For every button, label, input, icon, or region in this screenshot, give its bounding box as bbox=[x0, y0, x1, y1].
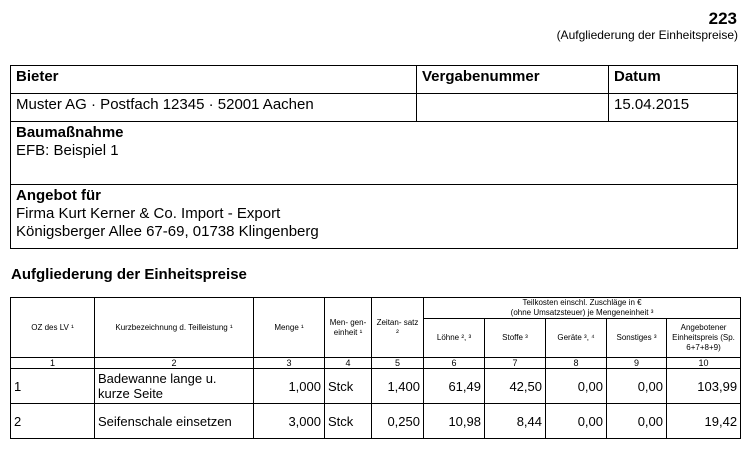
col-header-offered-price: Angebotener Einheitspreis (Sp. 6+7+8+9) bbox=[667, 319, 741, 358]
award-number-value bbox=[417, 94, 609, 122]
bidder-info-table bbox=[10, 65, 738, 249]
offer-recipient-line1: Firma Kurt Kerner & Co. Import - Export bbox=[16, 205, 281, 222]
project-value: EFB: Beispiel 1 bbox=[16, 142, 119, 159]
row-wages: 10,98 bbox=[424, 404, 485, 439]
row-offered-price: 19,42 bbox=[667, 404, 741, 439]
row-offered-price: 103,99 bbox=[667, 369, 741, 404]
row-oz: 1 bbox=[11, 369, 95, 404]
row-description: Badewanne lange u. kurze Seite bbox=[95, 369, 254, 404]
row-quantity: 1,000 bbox=[254, 369, 325, 404]
col-header-oz: OZ des LV ¹ bbox=[11, 298, 95, 358]
row-description: Seifenschale einsetzen bbox=[95, 404, 254, 439]
column-number: 8 bbox=[546, 358, 607, 369]
col-header-partial-costs bbox=[424, 298, 741, 319]
column-number: 3 bbox=[254, 358, 325, 369]
date-value: 15.04.2015 bbox=[609, 94, 738, 122]
bidder-value: Muster AG · Postfach 12345 · 52001 Aachen bbox=[11, 94, 417, 122]
page-number: 223 bbox=[708, 9, 737, 28]
bidder-label: Bieter bbox=[11, 66, 417, 94]
col-header-description: Kurzbezeichnung d. Teilleistung ¹ bbox=[95, 298, 254, 358]
col-header-equipment: Geräte ³, ⁴ bbox=[546, 319, 607, 358]
col-header-quantity: Menge ¹ bbox=[254, 298, 325, 358]
row-equipment: 0,00 bbox=[546, 404, 607, 439]
row-wages: 61,49 bbox=[424, 369, 485, 404]
section-title: Aufgliederung der Einheitspreise bbox=[11, 266, 247, 283]
project-label: Baumaßnahme bbox=[16, 124, 124, 141]
column-number: 4 bbox=[325, 358, 372, 369]
row-unit: Stck bbox=[325, 369, 372, 404]
row-time: 1,400 bbox=[372, 369, 424, 404]
row-other: 0,00 bbox=[607, 369, 667, 404]
col-header-materials: Stoffe ³ bbox=[485, 319, 546, 358]
offer-recipient-line2: Königsberger Allee 67-69, 01738 Klingenberg bbox=[16, 223, 319, 240]
col-header-other: Sonstiges ³ bbox=[607, 319, 667, 358]
row-oz: 2 bbox=[11, 404, 95, 439]
row-unit: Stck bbox=[325, 404, 372, 439]
offer-label: Angebot für bbox=[16, 187, 101, 204]
row-time: 0,250 bbox=[372, 404, 424, 439]
column-number: 5 bbox=[372, 358, 424, 369]
column-number-row bbox=[11, 358, 741, 369]
column-number: 1 bbox=[11, 358, 95, 369]
row-materials: 8,44 bbox=[485, 404, 546, 439]
row-quantity: 3,000 bbox=[254, 404, 325, 439]
row-materials: 42,50 bbox=[485, 369, 546, 404]
offer-block bbox=[11, 185, 738, 249]
column-number: 10 bbox=[667, 358, 741, 369]
column-number: 2 bbox=[95, 358, 254, 369]
table-row bbox=[11, 369, 741, 404]
row-other: 0,00 bbox=[607, 404, 667, 439]
date-label: Datum bbox=[609, 66, 738, 94]
col-header-unit: Men- gen- einheit ¹ bbox=[325, 298, 372, 358]
table-row bbox=[11, 404, 741, 439]
award-number-label: Vergabenummer bbox=[417, 66, 609, 94]
col-header-time: Zeitan- satz ² bbox=[372, 298, 424, 358]
column-number: 7 bbox=[485, 358, 546, 369]
row-equipment: 0,00 bbox=[546, 369, 607, 404]
unit-price-table bbox=[10, 297, 741, 439]
partial-costs-line2: (ohne Umsatzsteuer) je Mengeneinheit ³ bbox=[510, 308, 654, 317]
page-subtitle: (Aufgliederung der Einheitspreise) bbox=[556, 28, 738, 42]
column-number: 6 bbox=[424, 358, 485, 369]
col-header-wages: Löhne ², ³ bbox=[424, 319, 485, 358]
project-block bbox=[11, 122, 738, 185]
partial-costs-line1: Teilkosten einschl. Zuschläge in € bbox=[522, 298, 642, 307]
column-number: 9 bbox=[607, 358, 667, 369]
